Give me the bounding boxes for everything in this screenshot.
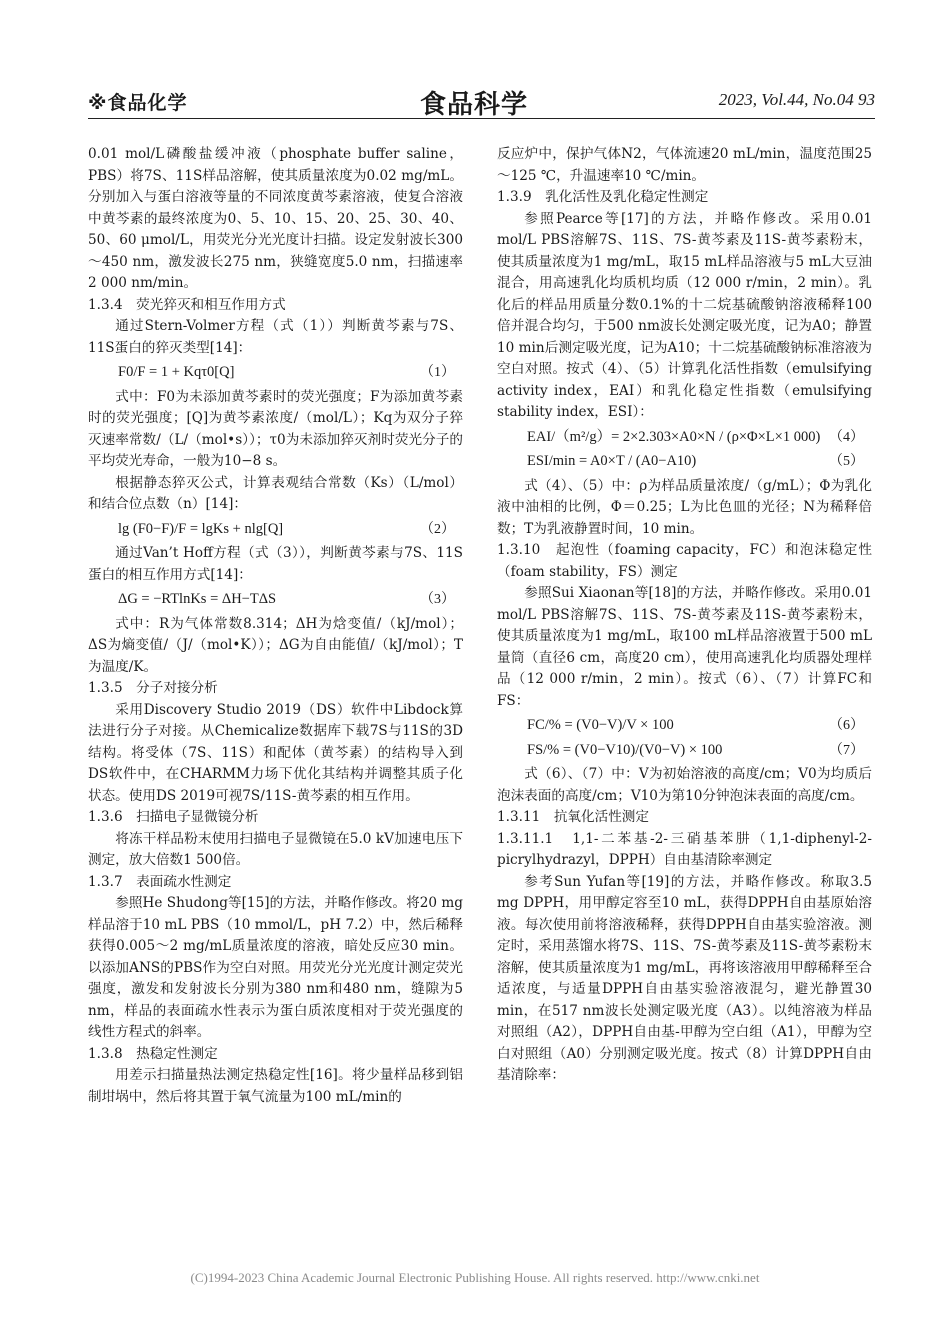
- equation-3: [88, 589, 463, 611]
- equation-body: F0/F = 1 + Kqτ0[Q]: [118, 364, 235, 380]
- paragraph: 参考Sun Yufan等[19]的方法，并略作修改。称取3.5 mg DPPH，用甲醇定容至10 mL，获得DPPH自由基原始溶液。每次使用前将溶液稀释，获得DPPH自由基实验溶液。测定时，采用蒸馏水将7S、11S、7S-黄芩素及11S-黄芩素粉末溶解，使其质量浓度为1 mg/mL，再将该溶液用甲醇稀释至合适浓度，与适量DPPH自由基实验溶液混匀，避光静置30 min，在517 nm波长处测定吸光度（A3）。以纯溶液为样品对照组（A2），DPPH自由基-甲醇为空白组（A1），甲醇为空白对照组（A0）分别测定吸光度。按式（8）计算DPPH自由基清除率：: [497, 873, 872, 1083]
- equation-number: （2）: [420, 521, 455, 537]
- equation-number: （1）: [420, 365, 455, 380]
- section-heading: 1.3.5 分子对接分析: [88, 680, 218, 696]
- journal-section: ※食品化学: [88, 92, 188, 114]
- equation-body: ESI/min = A0×T / (A0−A10): [527, 453, 697, 469]
- equation-number: （3）: [420, 592, 455, 607]
- equation-2: [88, 519, 463, 541]
- paragraph: 参照Pearce等[17]的方法，并略作修改。采用0.01 mol/L PBS溶解7S、11S、7S-黄芩素及11S-黄芩素粉末，使其质量浓度为1 mg/mL，取15 mL样品溶液与5 mL大豆油混合，用高速乳化均质机均质（12 000 r/min，2 min）。乳化后的样品用质量分数0.1%的十二烷基硫酸钠溶液稀释100 倍并混合均匀，于500 nm波长处测定吸光度，记为A0；静置10 min后测定吸光度，记为A10；十二烷基硫酸钠标准溶液为空白对照。按式（4）、（5）计算乳化活性指数（emulsifying activity index，EAI）和乳化稳定性指数（emulsifying stability index，ESI）：: [497, 210, 872, 420]
- paragraph: 式（4）、（5）中：ρ为样品质量浓度/（g/mL）；Φ为乳化液中油相的比例，Φ＝0.25；L为比色皿的光径；N为稀释倍数；T为乳液静置时间，10 min。: [497, 477, 872, 537]
- equation-number: （6）: [829, 718, 864, 733]
- equation-number: （5）: [829, 454, 864, 469]
- equation-7: [497, 740, 872, 762]
- paragraph: 通过Stern-Volmer方程（式（1））判断黄芩素与7S、11S蛋白的猝灭类型[14]：: [88, 318, 463, 356]
- paragraph: 式中：F0为未添加黄芩素时的荧光强度；F为添加黄芩素时的荧光强度；[Q]为黄芩素浓度/（mol/L）；Kq为双分子猝灭速率常数/（L/（mol•s））；τ0为未添加猝灭剂时荧光分子的平均荧光寿命，一般为10−8 s。: [88, 388, 463, 469]
- copyright-footer: (C)1994-2023 China Academic Journal Electronic Publishing House. All rights reserved. http://www.cnki.net: [190, 1270, 760, 1285]
- equation-1: [88, 362, 463, 384]
- equation-body: FS/% = (V0−V10)/(V0−V) × 100: [527, 741, 723, 758]
- equation-body: ΔG = −RTlnKs = ΔH−TΔS: [118, 591, 277, 607]
- paragraph: 采用Discovery Studio 2019（DS）软件中Libdock算法进行分子对接。从Chemicalize数据库下载7S与11S的3D结构。将受体（7S、11S）和配体（黄芩素）的结构导入到DS软件中，在CHARMM力场下优化其结构并调整其质子化状态。使用DS 2019可视7S/11S-黄芩素的相互作用。: [88, 701, 463, 804]
- paragraph: 通过Van’t Hoff方程（式（3）），判断黄芩素与7S、11S蛋白的相互作用方式[14]：: [88, 545, 463, 583]
- paragraph: 式（6）、（7）中：V为初始溶液的高度/cm；V0为均质后泡沫表面的高度/cm；V10为第10分钟泡沫表面的高度/cm。: [497, 766, 872, 804]
- section-heading: 1.3.7 表面疏水性测定: [88, 873, 232, 890]
- equation-4: [497, 427, 872, 449]
- section-heading: 1.3.10 起泡性（foaming capacity，FC）和泡沫稳定性（foam stability，FS）测定: [497, 542, 872, 580]
- right-column: [497, 144, 872, 1087]
- paragraph: 参照Sui Xiaonan等[18]的方法，并略作修改。采用0.01 mol/L PBS溶解7S、11S、7S-黄芩素及11S-黄芩素粉末，使其质量浓度为1 mg/mL，取100 mL样品溶液置于500 mL量筒（直径6 cm，高度20 cm），使用高速乳化均质器处理样品（12 000 r/min，2 min）。按式（6）、（7）计算FC和FS：: [497, 585, 872, 709]
- section-heading: 1.3.4 荧光猝灭和相互作用方式: [88, 296, 286, 313]
- equation-number: （4）: [829, 429, 864, 445]
- left-column: [88, 144, 463, 1108]
- header-rule: [88, 118, 875, 119]
- paragraph: 参照He Shudong等[15]的方法，并略作修改。将20 mg样品溶于10 mL PBS（10 mmol/L，pH 7.2）中，然后稀释获得0.005～2 mg/mL质量浓度的溶液，暗处反应30 min。以添加ANS的PBS作为空白对照。用荧光分光光度计测定荧光强度，激发和发射波长分别为380 nm和480 nm，缝隙为5 nm，样品的表面疏水性表示为蛋白质浓度相对于荧光强度的线性方程式的斜率。: [88, 895, 463, 1040]
- paragraph: 反应炉中，保护气体N2，气体流速20 mL/min，温度范围25～125 ℃，升温速率10 ℃/min。: [497, 146, 872, 184]
- paragraph: 0.01 mol/L磷酸盐缓冲液（phosphate buffer saline，PBS）将7S、11S样品溶解，使其质量浓度为0.02 mg/mL。分别加入与蛋白溶液等量的不同浓度黄芩素溶液，使复合溶液中黄芩素的最终浓度为0、5、10、15、20、25、30、40、50、60 μmol/L，用荧光分光光度计扫描。设定发射波长300～450 nm，激发波长275 nm，狭缝宽度5.0 nm，扫描速率2 000 nm/min。: [88, 146, 463, 291]
- paragraph: 根据静态猝灭公式，计算表观结合常数（Ks）（L/mol）和结合位点数（n）[14]：: [88, 474, 463, 512]
- section-heading: 1.3.8 热稳定性测定: [88, 1045, 218, 1062]
- subsection-heading: 1.3.11.1 1,1-二苯基-2-三硝基苯肼（1,1-diphenyl-2-picrylhydrazyl，DPPH）自由基清除率测定: [497, 830, 872, 868]
- section-heading: 1.3.9 乳化活性及乳化稳定性测定: [497, 189, 709, 205]
- equation-body: EAI/（m²/g）= 2×2.303×A0×N / (ρ×Φ×L×1 000): [527, 428, 821, 445]
- journal-title: 食品科学: [420, 90, 529, 120]
- equation-5: [497, 451, 872, 473]
- paragraph: 式中：R为气体常数8.314；ΔH为焓变值/（kJ/mol）；ΔS为熵变值/（J/（mol•K））；ΔG为自由能值/（kJ/mol）；T为温度/K。: [88, 615, 463, 675]
- section-heading: 1.3.11 抗氧化活性测定: [497, 809, 649, 825]
- equation-body: lg (F0−F)/F = lgKs + nlg[Q]: [118, 520, 284, 537]
- paragraph: 用差示扫描量热法测定热稳定性[16]。将少量样品移到铝制坩埚中，然后将其置于氧气流量为100 mL/min的: [88, 1067, 463, 1105]
- equation-number: （7）: [829, 742, 864, 758]
- issue-and-page: 2023, Vol.44, No.04 93: [718, 90, 875, 109]
- section-heading: 1.3.6 扫描电子显微镜分析: [88, 809, 259, 825]
- paragraph: 将冻干样品粉末使用扫描电子显微镜在5.0 kV加速电压下测定，放大倍数1 500倍。: [88, 830, 463, 868]
- equation-body: FC/% = (V0−V)/V × 100: [527, 717, 674, 733]
- equation-6: [497, 715, 872, 737]
